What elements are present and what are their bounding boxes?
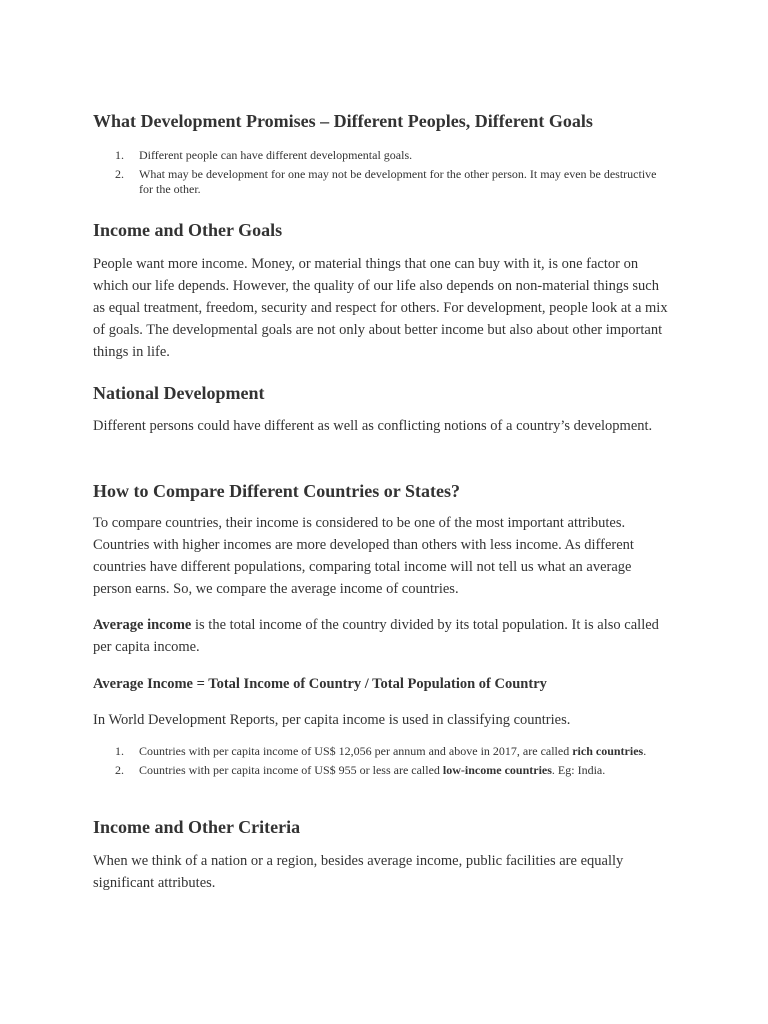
list-item-bold-term: rich countries (572, 744, 644, 758)
paragraph-income-criteria: When we think of a nation or a region, besides average income, public facilities are equally significant attributes. (93, 853, 624, 891)
country-classification-list (93, 744, 673, 778)
list-item (93, 744, 673, 759)
list-item-text (139, 744, 646, 758)
list-number: 1. (115, 148, 124, 162)
paragraph-income-goals: People want more income. Money, or material things that one can buy with it, is one factor on which our life depends. However, the quality of our life also depends on non-material things such as equal treatment, freedom, security and respect for others. For development, people look at a mix of goals. The developmental goals are not only about better income but also about other important things in life. (93, 256, 668, 360)
list-number: 2. (115, 763, 124, 777)
paragraph-national-development: Different persons could have different as well as conflicting notions of a country’s development. (93, 418, 653, 434)
list-item-text: Different people can have different developmental goals. (139, 148, 413, 162)
list-item-text (139, 763, 605, 777)
list-item-text-post: . (643, 744, 647, 758)
list-item-text-pre: Countries with per capita income of US$ 955 or less are called (139, 763, 443, 777)
heading-income-other-criteria: Income and Other Criteria (93, 817, 301, 837)
list-item-text-pre: Countries with per capita income of US$ 12,056 per annum and above in 2017, are called (139, 744, 573, 758)
list-item (93, 148, 673, 163)
paragraph-compare-countries: To compare countries, their income is considered to be one of the most important attributes. Countries with higher incomes are more developed than others with less income. As different countries have different populations, comparing total income will not tell us what an average person earns. So, we compare the average income of countries. (93, 515, 634, 597)
average-income-definition: is the total income of the country divided by its total population. It is also called per capita income. (93, 617, 659, 655)
heading-national-development: National Development (93, 383, 265, 403)
list-item-text: What may be development for one may not be development for the other person. It may even be destructive for the other. (139, 167, 657, 196)
list-item-text-post: . Eg: India. (551, 763, 606, 777)
paragraph-world-development-reports: In World Development Reports, per capita income is used in classifying countries. (93, 712, 571, 728)
heading-development-promises: What Development Promises – Different Peoples, Different Goals (93, 111, 593, 131)
list-number: 1. (115, 744, 124, 758)
list-number: 2. (115, 167, 124, 181)
development-goals-list (93, 148, 673, 197)
formula-average-income (93, 673, 673, 695)
heading-compare-countries: How to Compare Different Countries or States? (93, 481, 460, 501)
formula-text: Average Income = Total Income of Country / Total Population of Country (93, 676, 547, 692)
average-income-term: Average income (93, 617, 192, 633)
paragraph-average-income (93, 614, 673, 658)
list-item (93, 167, 673, 197)
heading-income-other-goals: Income and Other Goals (93, 220, 283, 240)
list-item (93, 763, 673, 778)
list-item-bold-term: low-income countries (442, 763, 552, 777)
